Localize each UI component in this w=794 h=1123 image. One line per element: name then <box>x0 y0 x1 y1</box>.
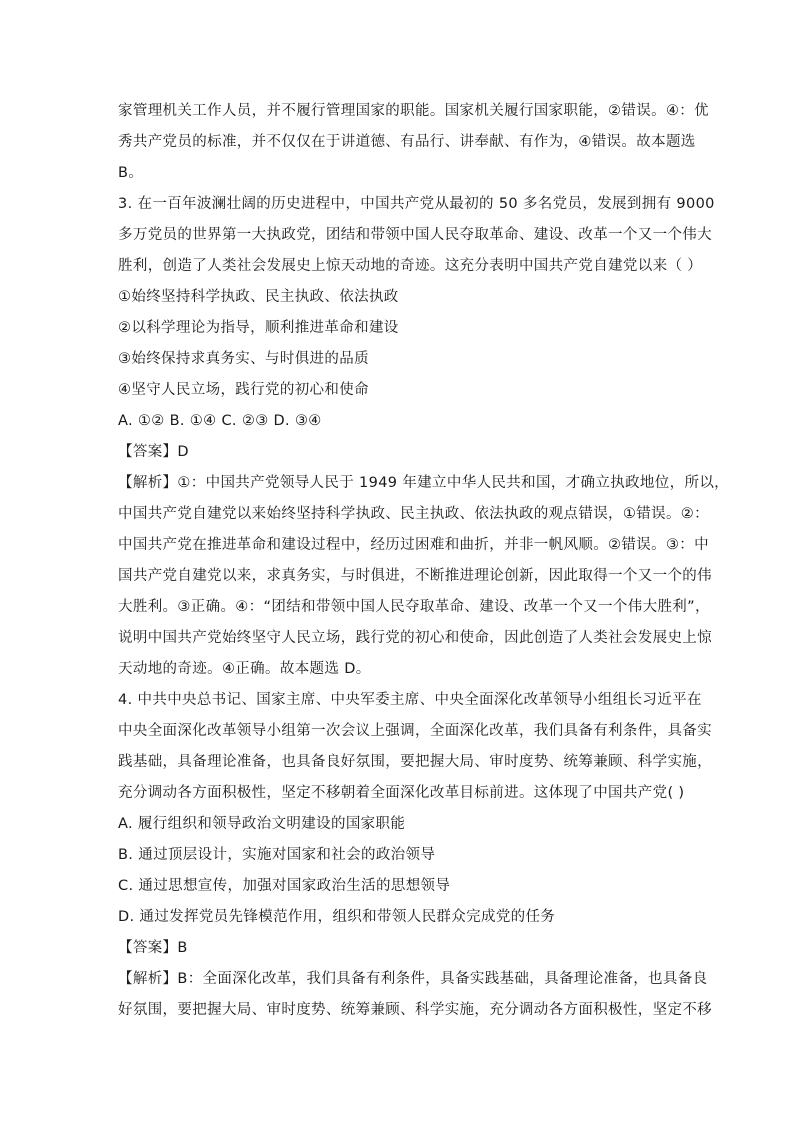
analysis-line: 中国共产党在推进革命和建设过程中，经历过困难和曲折，并非一帆风顺。②错误。③：中 <box>118 537 709 553</box>
option-item: ④坚守人民立场，践行党的初心和使命 <box>118 382 369 398</box>
analysis-line: 国共产党自建党以来，求真务实，与时俱进，不断推进理论创新，因此取得一个又一个的伟 <box>118 568 712 584</box>
analysis-line: 【解析】B：全面深化改革，我们具备有利条件，具备实践基础，具备理论准备，也具备良 <box>118 971 708 987</box>
text-line: 充分调动各方面积极性，坚定不移朝着全面深化改革目标前进。这体现了中国共产党( ) <box>118 785 685 801</box>
question-3-line: 3. 在一百年波澜壮阔的历史进程中，中国共产党从最初的 50 多名党员，发展到拥有 9000 <box>118 196 715 212</box>
analysis-line: 好氛围，要把握大局、审时度势、统筹兼顾、科学实施，充分调动各方面积极性，坚定不移 <box>118 1002 712 1018</box>
analysis-line: 中国共产党自建党以来始终坚持科学执政、民主执政、依法执政的观点错误，①错误。②： <box>118 506 709 522</box>
option-item: A. 履行组织和领导政治文明建设的国家职能 <box>118 816 406 832</box>
option-item: C. 通过思想宣传，加强对国家政治生活的思想领导 <box>118 878 451 894</box>
answer-label: 【答案】B <box>118 940 188 956</box>
option-item: B. 通过顶层设计，实施对国家和社会的政治领导 <box>118 847 436 863</box>
option-item: ③始终保持求真务实、与时俱进的品质 <box>118 351 369 367</box>
text-line: B。 <box>118 165 144 181</box>
analysis-line: 大胜利。③正确。④：“团结和带领中国人民夺取革命、建设、改革一个又一个伟大胜利”， <box>118 599 710 615</box>
analysis-line: 说明中国共产党始终坚守人民立场，践行党的初心和使命，因此创造了人类社会发展史上惊 <box>118 630 712 646</box>
text-line: 践基础，具备理论准备，也具备良好氛围，要把握大局、审时度势、统筹兼顾、科学实施， <box>118 754 712 770</box>
analysis-line: 【解析】①：中国共产党领导人民于 1949 年建立中华人民共和国，才确立执政地位，所以， <box>118 475 730 491</box>
answer-label: 【答案】D <box>118 444 189 460</box>
text-line: 家管理机关工作人员，并不履行管理国家的职能。国家机关履行国家职能，②错误。④：优 <box>118 103 709 119</box>
answer-choices: A. ①② B. ①④ C. ②③ D. ③④ <box>118 413 322 429</box>
option-item: ②以科学理论为指导，顺利推进革命和建设 <box>118 320 399 336</box>
option-item: ①始终坚持科学执政、民主执政、依法执政 <box>118 289 399 305</box>
text-line: 多万党员的世界第一大执政党，团结和带领中国人民夺取革命、建设、改革一个又一个伟大 <box>118 227 712 243</box>
text-line: 秀共产党员的标准，并不仅仅在于讲道德、有品行、讲奉献、有作为，④错误。故本题选 <box>118 134 696 150</box>
option-item: D. 通过发挥党员先锋模范作用，组织和带领人民群众完成党的任务 <box>118 909 556 925</box>
analysis-line: 天动地的奇迹。④正确。故本题选 D。 <box>118 661 371 677</box>
question-4-line: 4. 中共中央总书记、国家主席、中央军委主席、中央全面深化改革领导小组组长习近平在 <box>118 692 702 708</box>
text-line: 中央全面深化改革领导小组第一次会议上强调，全面深化改革，我们具备有利条件，具备实 <box>118 723 712 739</box>
text-line: 胜利，创造了人类社会发展史上惊天动地的奇迹。这充分表明中国共产党自建党以来（ ） <box>118 258 703 274</box>
